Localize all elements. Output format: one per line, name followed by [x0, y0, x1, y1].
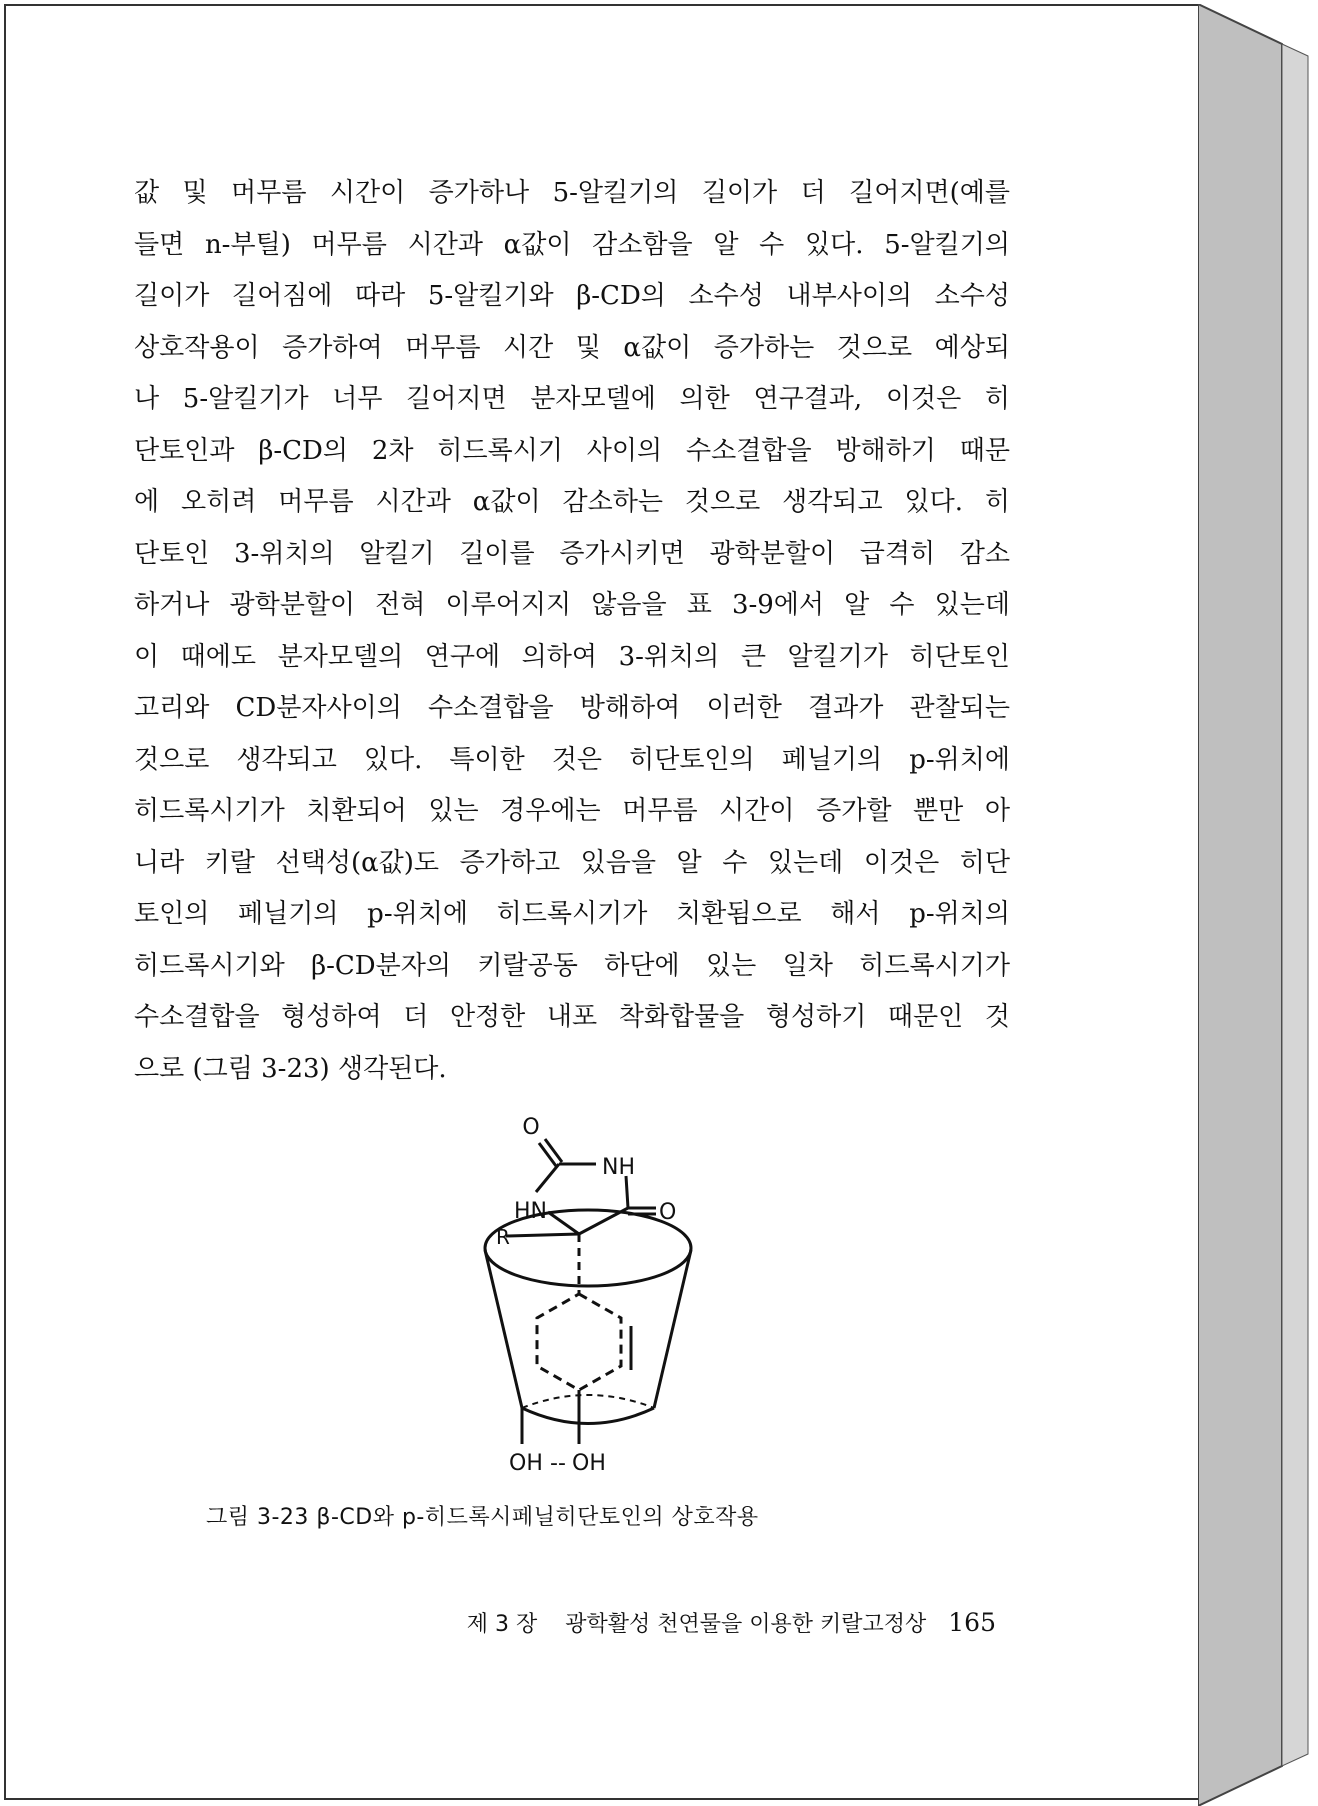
text-line: 단토인과 β-CD의 2차 히드록시기 사이의 수소결합을 방해하기 때문: [134, 435, 1010, 466]
ring-bond: [626, 1176, 628, 1208]
text-line: 에 오히려 머무름 시간과 α값이 감소하는 것으로 생각되고 있다. 히: [134, 487, 1010, 517]
cyclodextrin-hydantoin-diagram: [476, 1104, 706, 1474]
book-side-edge: [1198, 4, 1318, 1806]
chapter-title: 광학활성 천연물을 이용한 키랄고정상: [565, 1612, 927, 1637]
text-line: 것으로 생각되고 있다. 특이한 것은 히단토인의 페닐기의 p-위치에: [134, 744, 1010, 775]
hydroxyl-label: OH: [509, 1451, 543, 1474]
cone-base-back: [522, 1395, 654, 1408]
r-group-label: R: [496, 1225, 510, 1249]
hydrogen-bond-dashes: --: [550, 1451, 566, 1474]
text-line: 토인의 페닐기의 p-위치에 히드록시기가 치환됨으로 해서 p-위치의: [134, 899, 1010, 929]
ring-bond: [548, 1212, 579, 1234]
text-line: 길이가 길어짐에 따라 5-알킬기와 β-CD의 소수성 내부사이의 소수성: [134, 281, 1010, 311]
cone-base: [522, 1408, 654, 1424]
chapter-label: 제 3 장: [466, 1612, 538, 1637]
text-line: 상호작용이 증가하여 머무름 시간 및 α값이 증가하는 것으로 예상되: [134, 332, 1010, 363]
oxygen-label: O: [522, 1115, 540, 1140]
text-line: 나 5-알킬기가 너무 길어지면 분자모델에 의한 연구결과, 이것은 히: [134, 384, 1010, 414]
side-shadow: [1282, 44, 1308, 1766]
text-line: 히드록시기와 β-CD분자의 키랄공동 하단에 있는 일차 히드록시기가: [134, 950, 1010, 981]
body-text: [134, 168, 1010, 1095]
book-page: [4, 4, 1200, 1800]
ring-bond: [536, 1164, 559, 1192]
cone-side: [654, 1250, 691, 1408]
text-line: 단토인 3-위치의 알킬기 길이를 증가시키면 광학분할이 급격히 감소: [134, 538, 1010, 569]
text-line: 고리와 CD분자사이의 수소결합을 방해하여 이러한 결과가 관찰되는: [134, 693, 1010, 723]
nh-label: NH: [602, 1155, 635, 1180]
text-line: 이 때에도 분자모델의 연구에 의하여 3-위치의 큰 알킬기가 히단토인: [134, 641, 1010, 672]
text-line: 으로 (그림 3-23) 생각된다.: [134, 1053, 447, 1084]
hydroxyl-label: OH: [572, 1451, 606, 1474]
cone-side: [485, 1250, 522, 1408]
page-number: 165: [948, 1608, 996, 1637]
carbonyl-bond: [545, 1139, 562, 1162]
text-line: 하거나 광학분할이 전혀 이루어지지 않음을 표 3-9에서 알 수 있는데: [134, 590, 1010, 620]
page-footer: [426, 1607, 996, 1638]
text-line: 히드록시기가 치환되어 있는 경우에는 머무름 시간이 증가할 뿐만 아: [134, 796, 1010, 826]
r-bond: [506, 1234, 579, 1236]
phenyl-ring: [537, 1294, 621, 1390]
text-line: 들면 n-부틸) 머무름 시간과 α값이 감소함을 알 수 있다. 5-알킬기의: [134, 229, 1010, 260]
figure-caption: 그림 3-23 β-CD와 p-히드록시페닐히단토인의 상호작용: [206, 1505, 759, 1530]
hn-label: HN: [514, 1199, 547, 1224]
carbonyl-bond: [539, 1143, 556, 1166]
oxygen-label: O: [659, 1200, 677, 1225]
text-line: 니라 키랄 선택성(α값)도 증가하고 있음을 알 수 있는데 이것은 히단: [134, 847, 1010, 878]
side-panel: [1198, 4, 1282, 1806]
molecule-figure: [476, 1104, 706, 1474]
text-line: 값 및 머무름 시간이 증가하나 5-알킬기의 길이가 더 길어지면(예를: [134, 178, 1010, 208]
text-line: 수소결합을 형성하여 더 안정한 내포 착화합물을 형성하기 때문인 것: [134, 1002, 1010, 1032]
